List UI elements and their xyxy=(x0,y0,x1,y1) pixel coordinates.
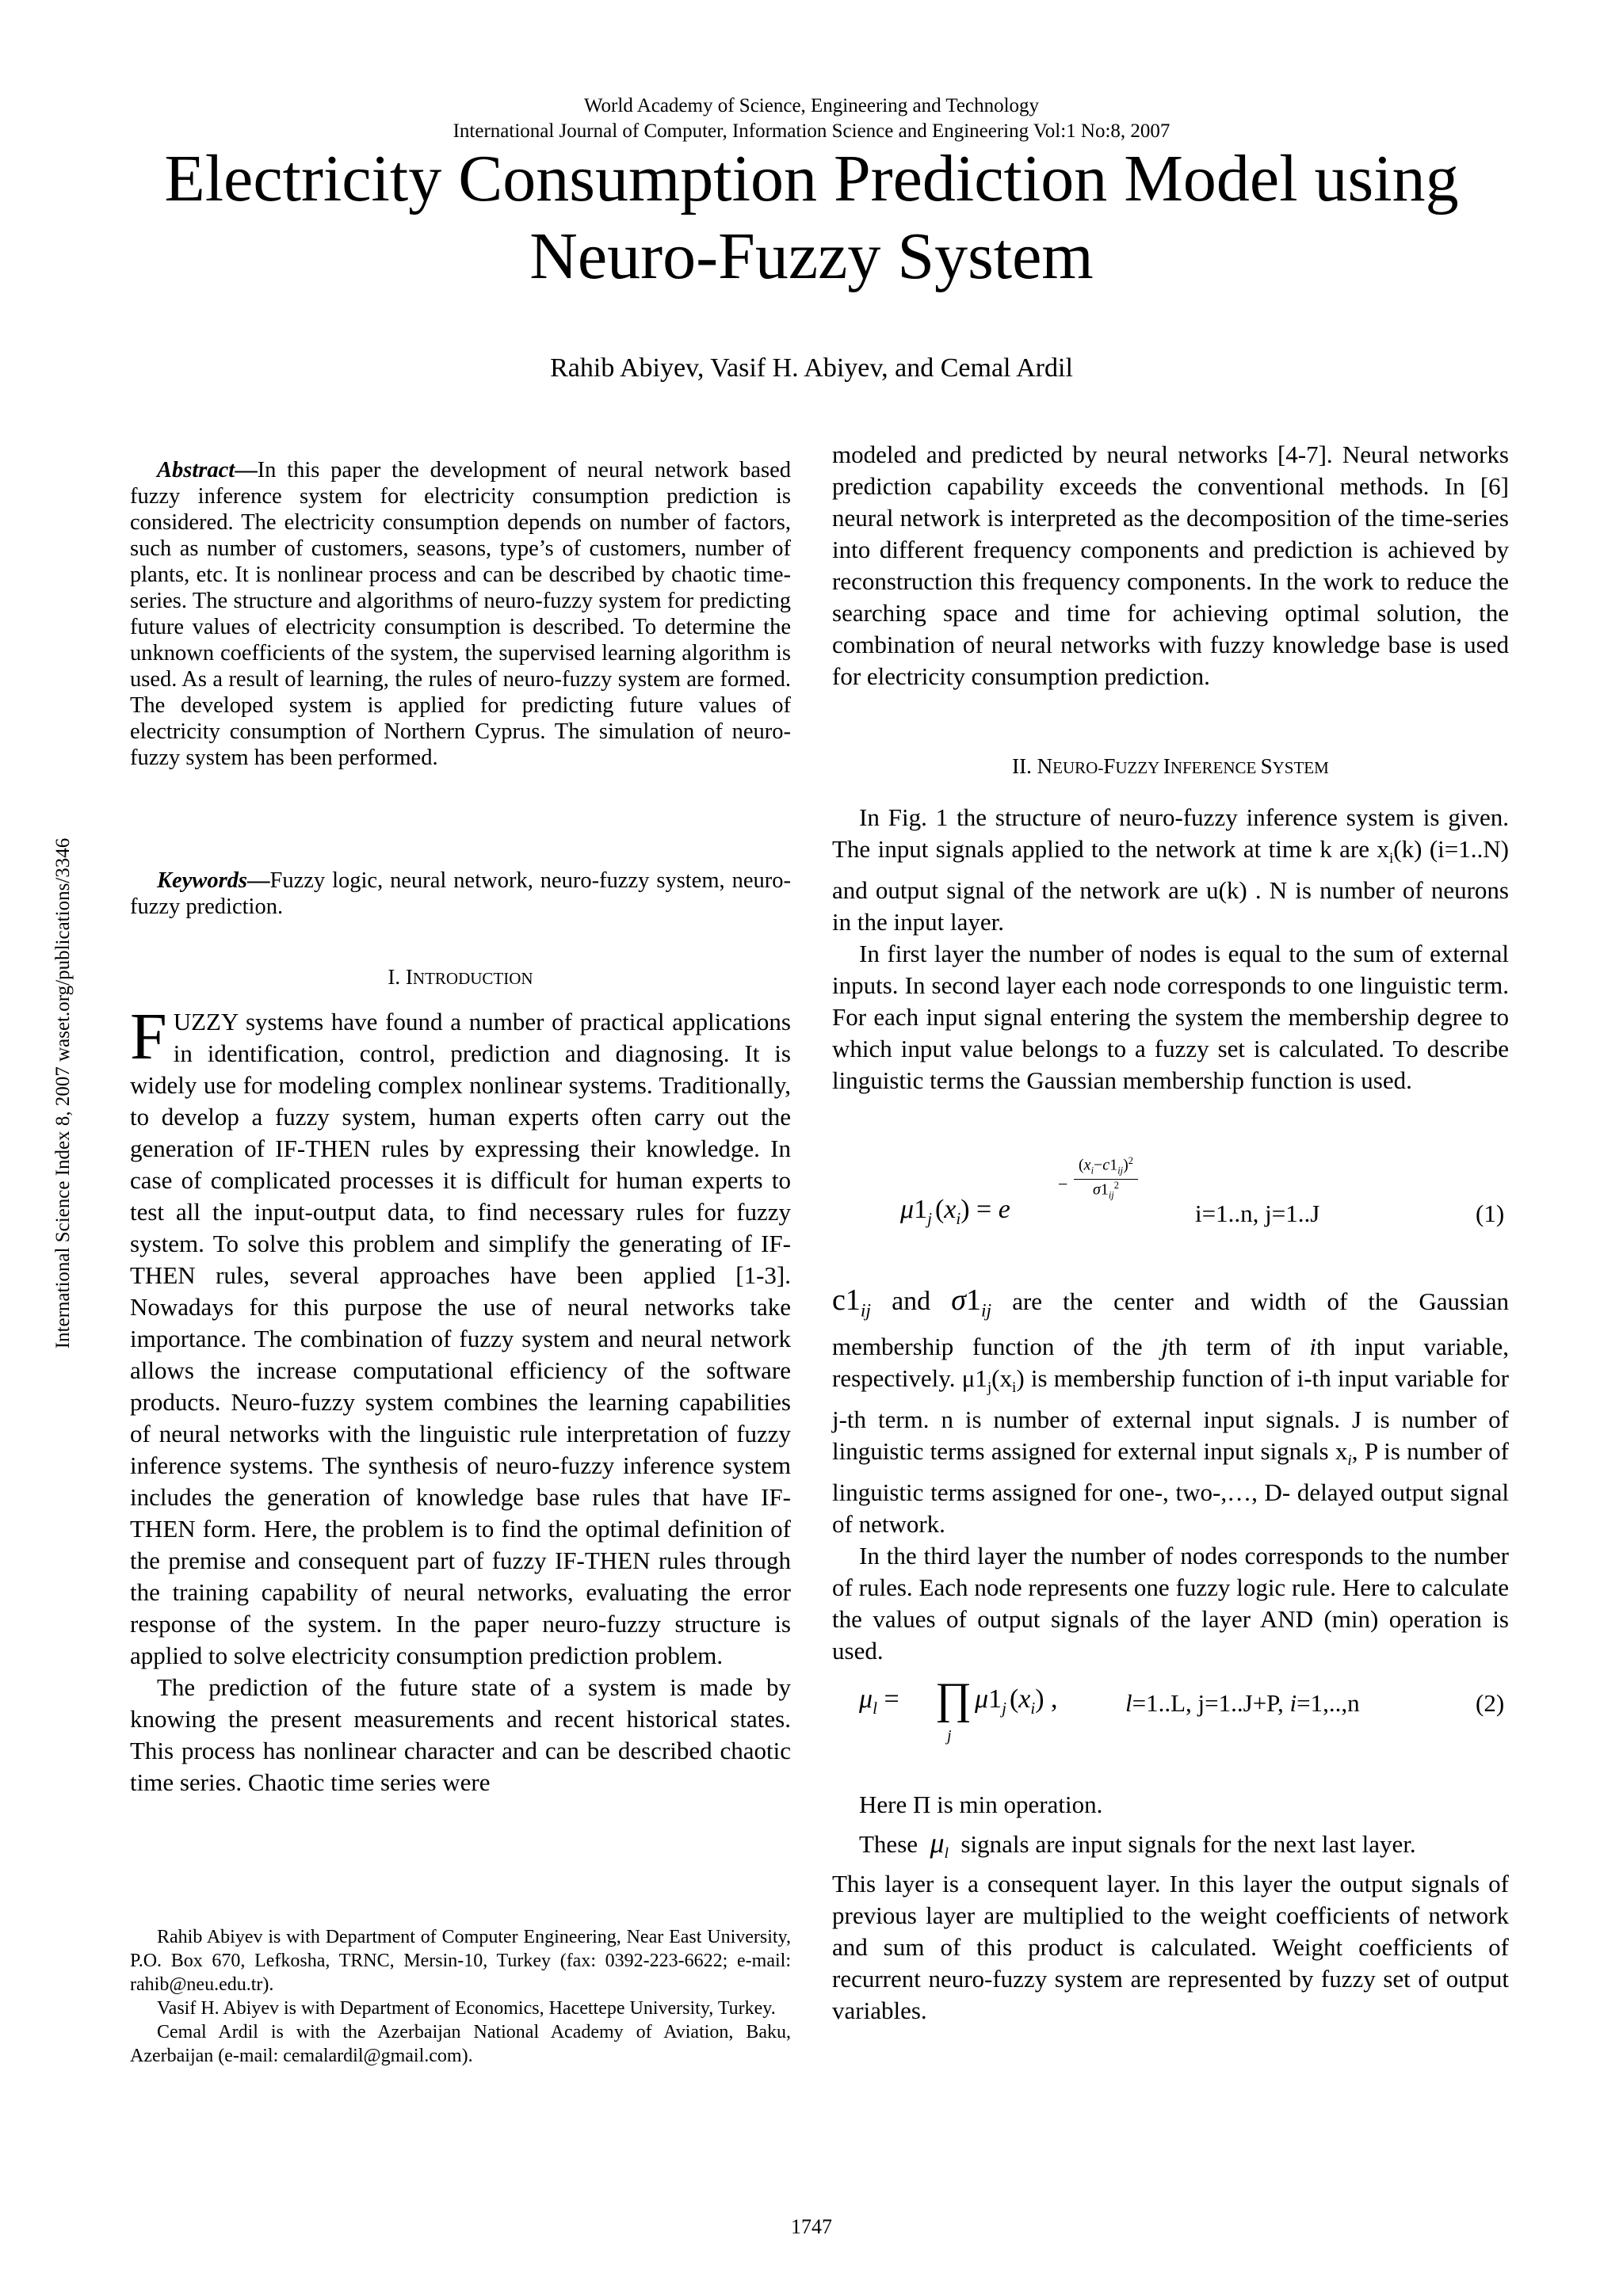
section-2-paragraph-3: membership function of the jth term of ith input variable, respectively. $\mu 1_j(x_i)$ is membership function of i-th input variable for j-th term. n is number of external input signals. J is number of linguistic terms assigned for external input signals $x_i$, P is number of linguistic terms assigned for one-, two-,…, D- delayed output signal of network. xyxy=(832,1333,1509,1539)
author-list: Rahib Abiyev, Vasif H. Abiyev, and Cemal Ardil xyxy=(550,353,1073,383)
keywords xyxy=(130,868,791,920)
equation-1 xyxy=(896,1147,1514,1250)
product-symbol: ∏ xyxy=(935,1674,972,1723)
equation-1-lhs: $\mu 1_j$ $(x_i) = e$ xyxy=(900,1195,1010,1228)
abstract-label: Abstract xyxy=(157,458,235,482)
keywords-dash: — xyxy=(247,868,270,893)
abstract xyxy=(130,457,791,771)
footnote-author-2: Vasif H. Abiyev is with Department of Economics, Hacettepe University, Turkey. xyxy=(157,1998,776,2019)
equation-2-range: l=1..L, j=1..J+P, i=1,..,n xyxy=(1125,1689,1360,1717)
equation-1-description: $c1_{ij}$ and $\sigma 1_{ij}$ are the center and width of the Gaussian xyxy=(832,1283,1509,1322)
section-heading-neuro-fuzzy: II. NEURO-FUZZY INFERENCE SYSTEM xyxy=(1012,754,1329,778)
footnotes xyxy=(130,1925,791,2068)
section-2-paragraph-2: In first layer the number of nodes is equal to the sum of external inputs. In second layer each node corresponds to one linguistic term. For each input signal entering the system the membership degree to which input value belongs to a fuzzy set is calculated. To describe linguistic terms the Gaussian membership function is used. xyxy=(832,940,1509,1095)
keywords-text: Fuzzy logic, neural network, neuro-fuzzy system, neuro-fuzzy prediction. xyxy=(130,868,791,919)
section-2-paragraph-7: This layer is a consequent layer. In this layer the output signals of previous layer are multiplied to the weight coefficients of network and sum of this product is calculated. Weight coefficients of recurrent neuro-fuzzy system are represented by fuzzy set of output variables. xyxy=(832,1870,1509,2024)
section-2-body-middle xyxy=(832,1331,1509,1667)
equation-1-range: i=1..n, j=1..J xyxy=(1195,1199,1320,1227)
abstract-dash: — xyxy=(235,458,258,482)
equation-1-number: (1) xyxy=(1476,1199,1505,1227)
section-heading-introduction: I. INTRODUCTION xyxy=(388,965,533,989)
paper-title-line-1: Electricity Consumption Prediction Model using xyxy=(164,142,1459,215)
introduction-paragraph-1: FUZZY systems have found a number of practical applications in identification, control, prediction and diagnosing. It is widely use for modeling complex nonlinear systems. Traditionally, to develop a fuzzy system, human experts often carry out the generation of IF-THEN rules by expressing their knowledge. In case of complicated processes it is difficult for human experts to test all the input-output data, to find necessary rules for fuzzy system. To solve this problem and simplify the generating of IF-THEN rules, several approaches have been applied [1-3]. Nowadays for this purpose the use of neural networks take importance. The combination of fuzzy system and neural network allows the increase computational efficiency of the software products. Neuro-fuzzy system combines the learning capabilities of neural networks with the linguistic rule interpretation of fuzzy inference systems. The synthesis of neuro-fuzzy inference system includes the generation of knowledge base rules that have IF-THEN form. Here, the problem is to find the optimal definition of the premise and consequent part of fuzzy IF-THEN rules through the training capability of neural networks, evaluating the error response of the system. In the paper neuro-fuzzy structure is applied to solve electricity consumption prediction problem. xyxy=(130,1000,791,1669)
footnote-author-1: Rahib Abiyev is with Department of Computer Engineering, Near East University, P.O. Box 670, Lefkosha, TRNC, Mersin-10, Turkey (fax: 0392-223-6622; e-mail: rahib@neu.edu.tr). xyxy=(130,1927,791,1995)
keywords-label: Keywords xyxy=(157,868,247,893)
paper-title-line-2: Neuro-Fuzzy System xyxy=(529,219,1094,293)
section-2-paragraph-4: In the third layer the number of nodes corresponds to the number of rules. Each node represents one fuzzy logic rule. Here to calculate the values of output signals of the layer AND (min) operation is used. xyxy=(832,1542,1509,1665)
footnote-author-3: Cemal Ardil is with the Azerbaijan National Academy of Aviation, Baku, Azerbaijan (e-mail: cemalardil@gmail.com). xyxy=(130,2022,791,2066)
abstract-text: In this paper the development of neural network based fuzzy inference system for electricity consumption prediction is considered. The electricity consumption depends on number of factors, such as number of customers, seasons, type’s of customers, number of plants, etc. It is nonlinear process and can be described by chaotic time-series. The structure and algorithms of neuro-fuzzy system for predicting future values of electricity consumption is described. To determine the unknown coefficients of the system, the supervised learning algorithm is used. As a result of learning, the rules of neuro-fuzzy system are formed. The developed system is applied for predicting future values of electricity consumption of Northern Cyprus. The simulation of neuro-fuzzy system has been performed. xyxy=(130,458,791,770)
section-2-paragraph-5: Here Π is min operation. xyxy=(859,1791,1103,1818)
introduction-body xyxy=(130,1000,791,1798)
equation-2-rhs: $\mu 1_j$ $(x_i)$ , xyxy=(975,1684,1058,1718)
equation-2 xyxy=(856,1673,1514,1760)
equation-2-lhs: $\mu_l$ = xyxy=(859,1684,899,1718)
product-index: j xyxy=(947,1727,952,1745)
page-number: 1747 xyxy=(791,2215,832,2238)
side-index-link[interactable]: International Science Index 8, 2007 waset.org/publications/3346 xyxy=(52,837,74,1349)
section-2-body-top xyxy=(832,802,1509,1097)
section-2-paragraph-6: These $\mu_l$ signals are input signals for the next last layer. xyxy=(859,1827,1416,1863)
equation-2-number: (2) xyxy=(1476,1689,1505,1717)
continued-paragraph: modeled and predicted by neural networks [4-7]. Neural networks prediction capability exceeds the conventional methods. In [6] neural network is interpreted as the decomposition of the time-series into different frequency components and prediction is achieved by reconstruction this frequency components. In the work to reduce the searching space and time for achieving optimal solution, the combination of neural networks with fuzzy knowledge base is used for electricity consumption prediction. xyxy=(832,441,1509,690)
drop-cap: F xyxy=(130,1000,167,1074)
journal-volume-line: International Journal of Computer, Information Science and Engineering Vol:1 No:8, 2007 xyxy=(453,120,1170,142)
journal-name: World Academy of Science, Engineering and Technology xyxy=(583,95,1040,116)
section-2-paragraph-1: In Fig. 1 the structure of neuro-fuzzy inference system is given. The input signals applied to the network at time k are $x_i(k)$ (i=1..N) and output signal of the network are u(k) . N is number of neurons in the input layer. xyxy=(832,803,1509,936)
introduction-paragraph-2: The prediction of the future state of a system is made by knowing the present measurements and recent historical states. This process has nonlinear character and can be described chaotic time series. Chaotic time series were xyxy=(130,1673,791,1796)
equation-1-exponent: − $(x_i-c1_{ij})^2$ $\sigma 1_{ij}^2$ xyxy=(1074,1155,1138,1201)
